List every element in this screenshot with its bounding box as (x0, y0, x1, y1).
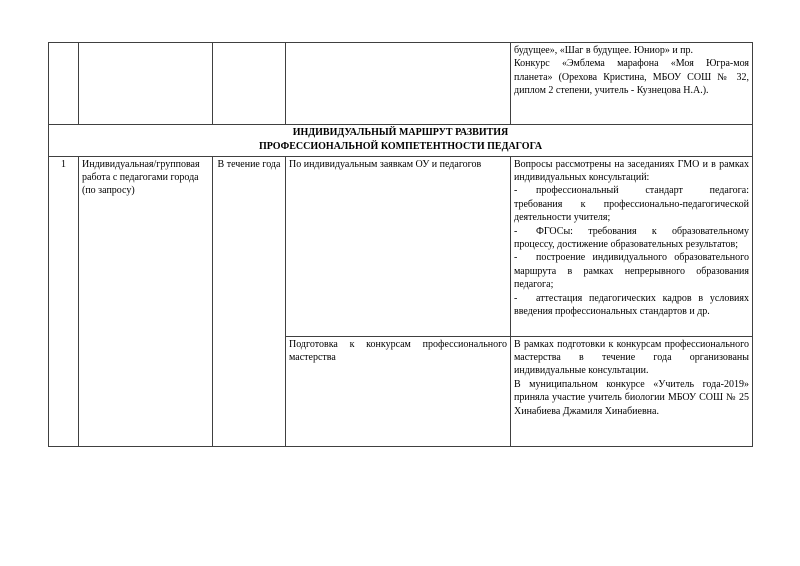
section-header-line-1: ИНДИВИДУАЛЬНЫЙ МАРШРУТ РАЗВИТИЯ (292, 127, 509, 138)
table-row-section-header (49, 125, 753, 157)
section-header-line-2: ПРОФЕССИОНАЛЬНОЙ КОМПЕТЕНТНОСТИ ПЕДАГОГА (258, 140, 543, 152)
continuation-paragraph-2: Конкурс «Эмблема марафона «Моя Югра-моя планета» (Орехова Кристина, МБОУ СОШ № 32, диплом 2 степени, учитель - Кузнецова Н.А.). (514, 58, 749, 97)
subrow-b-form-text: Подготовка к конкурсам профессионального мастерства (289, 338, 507, 363)
cell-form-empty (286, 43, 511, 125)
subrow-a-result-item (514, 292, 749, 319)
dash-bullet-icon: - (514, 225, 518, 237)
cell-subrow-a-result (511, 156, 753, 336)
continuation-paragraph-1: будущее», «Шаг в будущее. Юниор» и пр. (514, 45, 694, 56)
cell-item-term (213, 156, 286, 446)
dash-bullet-icon: - (514, 292, 518, 304)
table-row-item-1a (49, 156, 753, 336)
cell-subrow-a-form (286, 156, 511, 336)
cell-activity-empty (79, 43, 213, 125)
subrow-a-result-item-text: профессиональный стандарт педагога: требования к профессионально-педагогической деятельности учителя; (514, 185, 749, 224)
subrow-a-result-item (514, 251, 749, 291)
subrow-a-result-item (514, 225, 749, 252)
item-number-value: 1 (61, 158, 66, 170)
cell-result-continuation (511, 43, 753, 125)
subrow-a-result-item-text: аттестация педагогических кадров в условиях введения профессиональных стандартов и др. (514, 292, 749, 318)
cell-number-empty (49, 43, 79, 125)
activity-line-1: Индивидуальная/групповая работа с педагогами города (82, 158, 200, 183)
subrow-a-result-item-text: построение индивидуального образовательного маршрута в рамках непрерывного образования педагога; (514, 252, 749, 291)
dash-bullet-icon: - (514, 252, 518, 264)
cell-subrow-b-form (286, 336, 511, 446)
subrow-b-result-paragraph-1: В рамках подготовки к конкурсам профессионального мастерства в течение года организованы индивидуальные консультации. (514, 338, 749, 377)
subrow-a-result-intro: Вопросы рассмотрены на заседаниях ГМО и в рамках индивидуальных консультаций: (514, 158, 749, 183)
section-header-cell (49, 125, 753, 157)
activity-plan-table (48, 42, 753, 447)
dash-bullet-icon: - (514, 185, 518, 197)
subrow-a-form-text: По индивидуальным заявкам ОУ и педагогов (289, 158, 482, 170)
cell-term-empty (213, 43, 286, 125)
table-row-continuation (49, 43, 753, 125)
subrow-a-result-item (514, 184, 749, 224)
item-term-value: В течение года (217, 158, 281, 170)
cell-item-number (49, 156, 79, 446)
activity-line-2: (по запросу) (82, 185, 135, 197)
cell-item-activity (79, 156, 213, 446)
subrow-b-result-paragraph-2: В муниципальном конкурсе «Учитель года-2019» приняла участие учитель биологии МБОУ СОШ № 25 Хинабиева Джамиля Хинабиевна. (514, 378, 749, 417)
cell-subrow-b-result (511, 336, 753, 446)
subrow-a-result-item-text: ФГОСы: требования к образовательному процессу, достижение образовательных результатов; (514, 225, 749, 251)
